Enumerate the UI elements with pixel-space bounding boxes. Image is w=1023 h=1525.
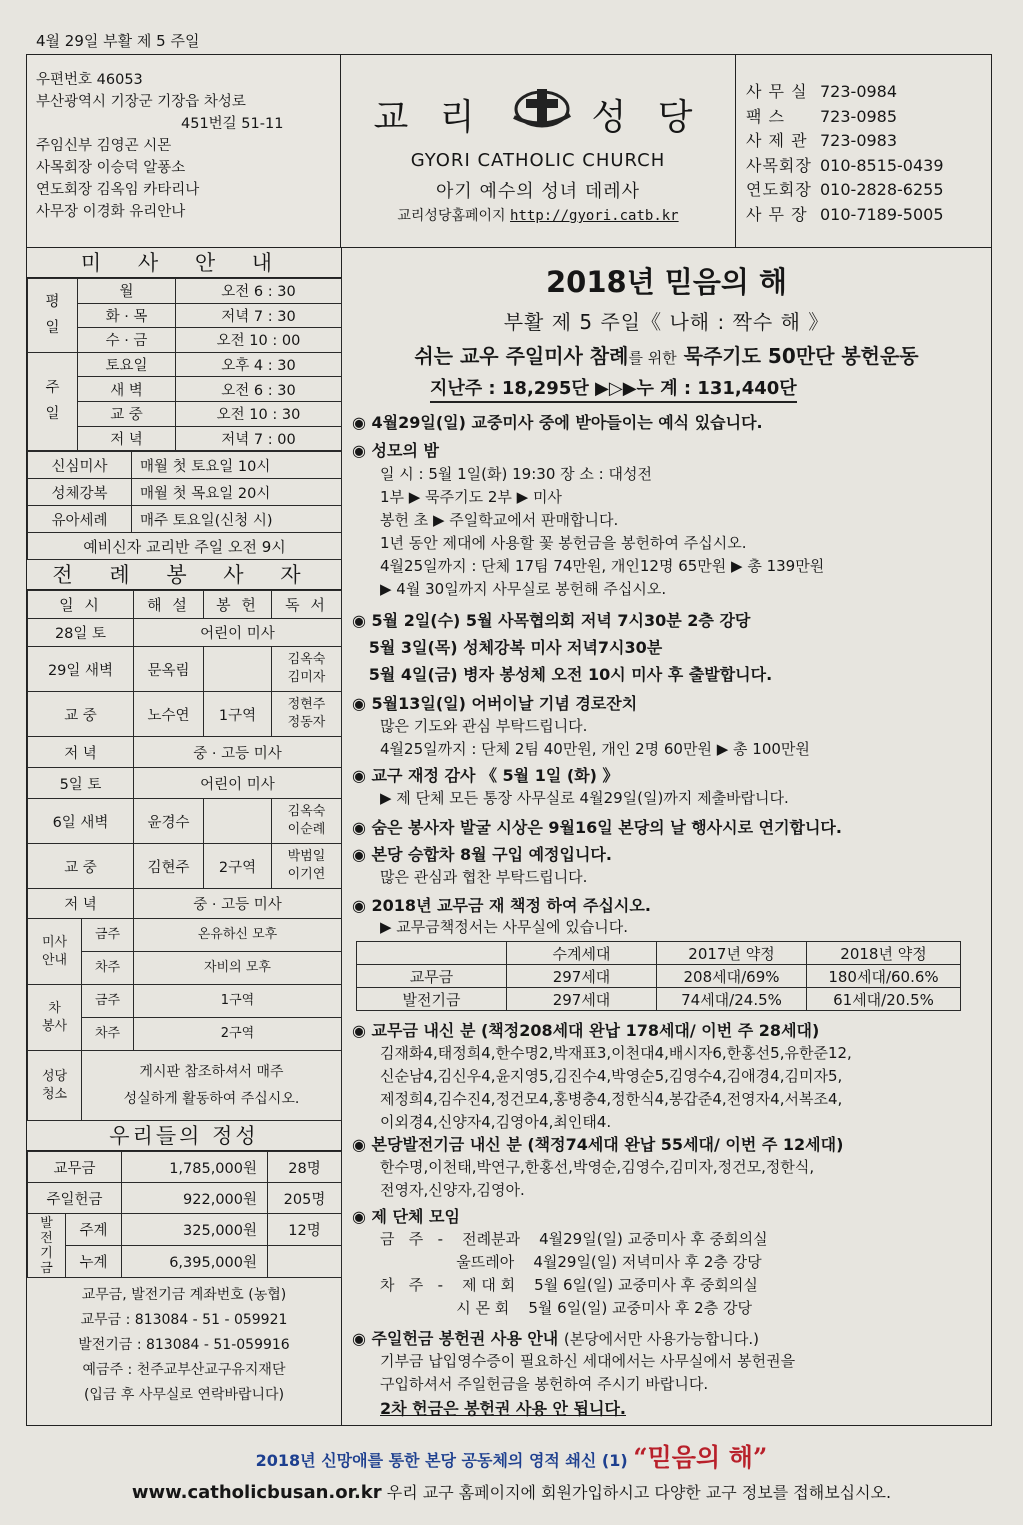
service-reader bbox=[272, 647, 342, 692]
account-line: 교무금, 발전기금 계좌번호 (농협) bbox=[81, 1287, 287, 1304]
homepage-link[interactable]: http://gyori.catb.kr bbox=[510, 208, 679, 224]
weekday-label: 평 일 bbox=[28, 279, 78, 353]
offering-period: 주계 bbox=[66, 1214, 122, 1246]
date-line: 4월 29일 부활 제 5 주일 bbox=[36, 32, 200, 50]
contact-value: 723-0985 bbox=[820, 106, 898, 126]
week-label: 금주 bbox=[82, 985, 134, 1018]
address-block bbox=[27, 55, 341, 247]
notice-line: 한수명,이천태,박연구,한홍선,박영순,김영수,김미자,정건모,정한식, bbox=[380, 1158, 815, 1176]
notice-line: 기부금 납입영수증이 필요하신 세대에서는 사무실에서 봉헌권을 bbox=[380, 1352, 796, 1370]
notice-title-text: ◉ 주일헌금 봉헌권 사용 안내 bbox=[352, 1329, 559, 1348]
notice-title: ◉ 5월13일(일) 어버이날 기념 경로잔치 bbox=[352, 694, 638, 713]
reader-name: 정현주 bbox=[287, 697, 326, 713]
service-date: 교 중 bbox=[28, 692, 134, 737]
special-mass-name: 성체강복 bbox=[28, 479, 132, 506]
mass-guide-title: 미 사 안 내 bbox=[27, 248, 341, 278]
account-line: 예금주 : 천주교부산교구유지재단 bbox=[82, 1362, 286, 1379]
contact-value: 723-0984 bbox=[820, 82, 898, 101]
account-line: 교무금 : 813084 - 51 - 059921 bbox=[80, 1312, 288, 1329]
visit-label: 미사 안내 bbox=[28, 919, 82, 985]
service-value: 어린이 미사 bbox=[134, 619, 342, 647]
service-header: 독 서 bbox=[272, 591, 342, 619]
patron-saint: 아기 예수의 성녀 데레사 bbox=[435, 181, 641, 202]
notice-line: 일 시 : 5월 1일(화) 19:30 장 소 : 대성전 bbox=[380, 465, 652, 483]
offering-period: 누계 bbox=[66, 1246, 122, 1278]
notice-line: ▶ 4월 30일까지 사무실로 봉헌해 주십시오. bbox=[380, 580, 667, 598]
dues-table bbox=[356, 941, 961, 1011]
offering-amount: 6,395,000원 bbox=[122, 1246, 268, 1278]
rosary-campaign bbox=[342, 340, 991, 369]
reader-name: 김옥숙 bbox=[287, 652, 326, 668]
service-date: 저 녁 bbox=[28, 889, 134, 919]
mass-time: 오전 6 : 30 bbox=[176, 377, 342, 402]
offering-amount: 1,785,000원 bbox=[122, 1152, 268, 1183]
service-offertory: 2구역 bbox=[204, 844, 272, 889]
cross-logo-icon bbox=[512, 85, 572, 131]
notice-title: ◉ 교무금 내신 분 (책정208세대 완납 178세대/ 이번 주 28세대) bbox=[352, 1021, 820, 1040]
notice-line: 많은 기도와 관심 부탁드립니다. bbox=[380, 717, 588, 735]
notice-line: 1년 동안 제대에 사용할 꽃 봉헌금을 봉헌하여 주십시오. bbox=[380, 534, 747, 552]
notice-title: ◉ 4월29일(일) 교중미사 중에 받아들이는 예식 있습니다. bbox=[352, 413, 763, 432]
mass-time: 저녁 7 : 00 bbox=[176, 426, 342, 451]
dues-cell: 297세대 bbox=[507, 988, 657, 1011]
service-title: 전 례 봉 사 자 bbox=[27, 560, 341, 590]
dues-cell: 교무금 bbox=[357, 965, 507, 988]
notice-title: ◉ 2018년 교무금 재 책정 하여 주십시오. bbox=[352, 896, 651, 915]
mass-day: 토요일 bbox=[78, 352, 176, 377]
reader-name: 박범일 bbox=[287, 849, 326, 865]
reader-name: 이순례 bbox=[287, 822, 326, 838]
footer-tag-highlight: “믿음의 해” bbox=[633, 1443, 768, 1472]
masthead bbox=[26, 54, 992, 248]
service-header: 일 시 bbox=[28, 591, 134, 619]
postal-code: 우편번호 46053 bbox=[36, 72, 143, 88]
tea-group: 2구역 bbox=[134, 1018, 342, 1051]
week-label: 금주 bbox=[82, 919, 134, 952]
church-name-en: GYORI CATHOLIC CHURCH bbox=[410, 150, 666, 171]
account-line: 발전기금 : 813084 - 51-059916 bbox=[78, 1337, 290, 1354]
church-name-left: 교 리 bbox=[373, 97, 485, 138]
offering-count bbox=[268, 1246, 342, 1278]
service-header: 해 설 bbox=[134, 591, 204, 619]
dues-cell: 74세대/24.5% bbox=[657, 988, 807, 1011]
notice-line: 김재화4,태정희4,한수명2,박재표3,이천대4,배시자6,한홍선5,유한준12, bbox=[380, 1044, 852, 1062]
footer-tag-text: 2018년 신망애를 통한 본당 공동체의 영적 쇄신 (1) bbox=[255, 1451, 628, 1470]
offering-amount: 325,000원 bbox=[122, 1214, 268, 1246]
tea-service-label: 차 봉사 bbox=[28, 985, 82, 1051]
cleaning-label: 성당 청소 bbox=[28, 1051, 82, 1121]
offering-table bbox=[27, 1151, 342, 1278]
pastor: 주임신부 김영곤 시몬 bbox=[36, 138, 172, 154]
dues-cell: 61세대/20.5% bbox=[807, 988, 961, 1011]
service-date: 28일 토 bbox=[28, 619, 134, 647]
campaign-text: 를 위한 bbox=[628, 349, 677, 367]
notice-title: ◉ 제 단체 모임 bbox=[352, 1207, 460, 1226]
contact-label: 사 무 장 bbox=[746, 204, 808, 224]
service-table bbox=[27, 590, 342, 1121]
offering-name: 교무금 bbox=[28, 1152, 122, 1183]
service-reader bbox=[272, 692, 342, 737]
contact-label: 연도회장 bbox=[746, 180, 812, 199]
bank-account-info bbox=[27, 1278, 341, 1408]
notice-title: 5월 4일(금) 병자 봉성체 오전 10시 미사 후 출발합니다. bbox=[352, 665, 773, 684]
campaign-text: 쉬는 교우 주일미사 참례 bbox=[414, 344, 629, 368]
notice-line: ▶ 제 단체 모든 통장 사무실로 4월29일(일)까지 제출바랍니다. bbox=[380, 789, 789, 807]
week-title: 부활 제 5 주일《 나해 : 짝수 해 》 bbox=[503, 310, 830, 334]
reader-name: 이기연 bbox=[287, 867, 326, 883]
service-date: 29일 새벽 bbox=[28, 647, 134, 692]
notices-column bbox=[342, 248, 992, 1426]
pastoral-chair: 사목회장 이승덕 알퐁소 bbox=[36, 160, 186, 176]
contact-value: 723-0983 bbox=[820, 131, 898, 150]
service-date: 6일 새벽 bbox=[28, 799, 134, 844]
mass-day: 새 벽 bbox=[78, 377, 176, 402]
sunday-label: 주 일 bbox=[28, 352, 78, 450]
dues-cell: 297세대 bbox=[507, 965, 657, 988]
service-commentator: 노수연 bbox=[134, 692, 204, 737]
notice-title: ◉ 교구 재정 감사 《 5월 1일 (화) 》 bbox=[352, 766, 619, 785]
offering-amount: 922,000원 bbox=[122, 1183, 268, 1214]
notice-title: 5월 3일(목) 성체강복 미사 저녁7시30분 bbox=[352, 638, 663, 657]
offering-count: 28명 bbox=[268, 1152, 342, 1183]
dues-cell: 208세대/69% bbox=[657, 965, 807, 988]
notice-line: 금 주 - 전례분과 4월29일(일) 교중미사 후 중회의실 bbox=[380, 1230, 768, 1248]
visit-group: 온유하신 모후 bbox=[134, 919, 342, 952]
special-mass-time: 매월 첫 목요일 20시 bbox=[132, 479, 342, 506]
mass-day: 저 녁 bbox=[78, 426, 176, 451]
mass-time: 오전 6 : 30 bbox=[176, 279, 342, 304]
service-header: 봉 헌 bbox=[204, 591, 272, 619]
service-value: 중 · 고등 미사 bbox=[134, 889, 342, 919]
contact-row bbox=[746, 129, 991, 154]
notice-title: ◉ 본당 승합차 8월 구입 예정입니다. bbox=[352, 845, 612, 864]
service-offertory: 1구역 bbox=[204, 692, 272, 737]
notice-line: 전영자,신양자,김영아. bbox=[380, 1181, 525, 1199]
notice-title: ◉ 본당발전기금 내신 분 (책정74세대 완납 55세대/ 이번 주 12세대) bbox=[352, 1135, 844, 1154]
service-date: 저 녁 bbox=[28, 737, 134, 768]
reader-name: 김미자 bbox=[287, 670, 326, 686]
dues-cell: 발전기금 bbox=[357, 988, 507, 1011]
notice-title: ◉ 숨은 봉사자 발굴 시상은 9월16일 본당의 날 행사시로 연기합니다. bbox=[352, 818, 842, 837]
church-logo-block bbox=[341, 55, 735, 247]
notice-line: ▶ 교무금책정서는 사무실에 있습니다. bbox=[380, 918, 628, 936]
week-label: 차주 bbox=[82, 952, 134, 985]
service-value: 중 · 고등 미사 bbox=[134, 737, 342, 768]
dues-header bbox=[357, 942, 507, 965]
dues-header: 수계세대 bbox=[507, 942, 657, 965]
mass-time: 저녁 7 : 30 bbox=[176, 303, 342, 328]
campaign-text: 묵주기도 50만단 봉헌운동 bbox=[683, 344, 919, 368]
notice-line: 제정희4,김수진4,정건모4,홍병충4,정한식4,봉갑준4,전영자4,서복조4, bbox=[380, 1090, 843, 1108]
office-manager: 사무장 이경화 유리안나 bbox=[36, 204, 186, 220]
tea-group: 1구역 bbox=[134, 985, 342, 1018]
notice-line: 많은 관심과 협찬 부탁드립니다. bbox=[380, 868, 588, 886]
notice-line: 울뜨레아 4월29일(일) 저녁미사 후 2층 강당 bbox=[380, 1253, 762, 1271]
contacts-block bbox=[735, 55, 991, 247]
notice-line: 신순남4,김신우4,윤지영5,김진수4,박영순5,김영수4,김애경4,김미자5, bbox=[380, 1067, 843, 1085]
diocese-text: 우리 교구 홈페이지에 회원가입하시고 다양한 교구 정보를 접해보십시오. bbox=[386, 1483, 892, 1502]
contact-label: 팩 스 bbox=[746, 106, 785, 126]
catechumen-class: 예비신자 교리반 주일 오전 9시 bbox=[28, 533, 342, 560]
contact-value: 010-7189-5005 bbox=[820, 204, 944, 224]
development-fund-label: 발 전 기 금 bbox=[28, 1214, 66, 1278]
contact-row bbox=[746, 178, 991, 203]
contact-row bbox=[746, 105, 991, 130]
service-commentator: 윤경수 bbox=[134, 799, 204, 844]
address-line: 부산광역시 기장군 기장읍 차성로 bbox=[36, 94, 246, 110]
service-date: 5일 토 bbox=[28, 768, 134, 799]
offering-count: 12명 bbox=[268, 1214, 342, 1246]
cleaning-text: 게시판 참조하셔서 매주 성실하게 활동하여 주십시오. bbox=[82, 1051, 342, 1121]
year-title: 2018년 믿음의 해 bbox=[546, 265, 787, 299]
notice-title: ◉ 5월 2일(수) 5월 사목협의회 저녁 7시30분 2층 강당 bbox=[352, 611, 751, 630]
notice-line: 2차 헌금은 봉헌권 사용 안 됩니다. bbox=[380, 1399, 626, 1418]
notice-line: 시 몬 회 5월 6일(일) 교중미사 후 2층 강당 bbox=[380, 1299, 752, 1317]
notice-line: 4월25일까지 : 단체 2팀 40만원, 개인 2명 60만원 ▶ 총 100만원 bbox=[380, 740, 810, 758]
notice-line: 봉헌 초 ▶ 주일학교에서 판매합니다. bbox=[380, 511, 619, 529]
mass-time: 오전 10 : 00 bbox=[176, 328, 342, 353]
service-reader bbox=[272, 844, 342, 889]
mass-day: 수 · 금 bbox=[78, 328, 176, 353]
notice-line: 이외경4,신양자4,김영아4,최인태4. bbox=[380, 1113, 612, 1131]
memorial-chair: 연도회장 김옥임 카타리나 bbox=[36, 182, 200, 198]
rosary-tally: 지난주 : 18,295단 ▶▷▶누 계 : 131,440단 bbox=[430, 374, 797, 403]
special-mass-name: 신심미사 bbox=[28, 452, 132, 479]
mass-day: 교 중 bbox=[78, 401, 176, 426]
week-label: 차주 bbox=[82, 1018, 134, 1051]
notice-title bbox=[352, 1326, 759, 1349]
contact-row bbox=[746, 154, 991, 179]
homepage-label: 교리성당홈페이지 bbox=[397, 208, 506, 224]
footer bbox=[0, 1438, 1023, 1503]
church-name-right: 성 당 bbox=[591, 97, 703, 138]
address-line: 451번길 51-11 bbox=[181, 116, 284, 132]
offering-count: 205명 bbox=[268, 1183, 342, 1214]
contact-label: 사 무 실 bbox=[746, 82, 808, 101]
account-line: (입금 후 사무실로 연락바랍니다) bbox=[83, 1387, 285, 1404]
special-mass-time: 매주 토요일(신청 시) bbox=[132, 506, 342, 533]
mass-time: 오전 10 : 30 bbox=[176, 401, 342, 426]
homepage bbox=[341, 205, 735, 225]
footer-tagline bbox=[0, 1438, 1023, 1474]
footer-diocese bbox=[0, 1480, 1023, 1503]
dues-header: 2018년 약정 bbox=[807, 942, 961, 965]
diocese-link[interactable]: www.catholicbusan.or.kr bbox=[131, 1482, 382, 1503]
notice-title: ◉ 성모의 밤 bbox=[352, 441, 439, 460]
notice-line: 차 주 - 제 대 회 5월 6일(일) 교중미사 후 중회의실 bbox=[380, 1276, 758, 1294]
offering-title: 우리들의 정성 bbox=[27, 1121, 341, 1151]
contact-value: 010-2828-6255 bbox=[820, 180, 944, 199]
notice-line: 1부 ▶ 묵주기도 2부 ▶ 미사 bbox=[380, 488, 562, 506]
left-column bbox=[26, 248, 342, 1426]
dues-header: 2017년 약정 bbox=[657, 942, 807, 965]
offering-name: 주일헌금 bbox=[28, 1183, 122, 1214]
reader-name: 김옥숙 bbox=[287, 804, 326, 820]
service-commentator: 김현주 bbox=[134, 844, 204, 889]
reader-name: 정동자 bbox=[287, 715, 326, 731]
mass-day: 화 · 목 bbox=[78, 303, 176, 328]
contact-row bbox=[746, 80, 991, 105]
visit-group: 자비의 모후 bbox=[134, 952, 342, 985]
special-mass-table bbox=[27, 451, 342, 560]
contact-label: 사 제 관 bbox=[746, 131, 808, 150]
service-commentator: 문옥림 bbox=[134, 647, 204, 692]
mass-schedule-table bbox=[27, 278, 342, 451]
service-value: 어린이 미사 bbox=[134, 768, 342, 799]
mass-day: 월 bbox=[78, 279, 176, 304]
contact-label: 사목회장 bbox=[746, 155, 812, 175]
contact-value: 010-8515-0439 bbox=[820, 155, 944, 175]
contact-row bbox=[746, 203, 991, 228]
service-reader bbox=[272, 799, 342, 844]
notice-subtext: (본당에서만 사용가능합니다.) bbox=[563, 1330, 759, 1348]
service-date: 교 중 bbox=[28, 844, 134, 889]
special-mass-time: 매월 첫 토요일 10시 bbox=[132, 452, 342, 479]
notice-line: 4월25일까지 : 단체 17팀 74만원, 개인12명 65만원 ▶ 총 139만원 bbox=[380, 557, 825, 575]
notice-line: 구입하셔서 주일헌금을 봉헌하여 주시기 바랍니다. bbox=[380, 1375, 709, 1393]
mass-time: 오후 4 : 30 bbox=[176, 352, 342, 377]
special-mass-name: 유아세례 bbox=[28, 506, 132, 533]
dues-cell: 180세대/60.6% bbox=[807, 965, 961, 988]
